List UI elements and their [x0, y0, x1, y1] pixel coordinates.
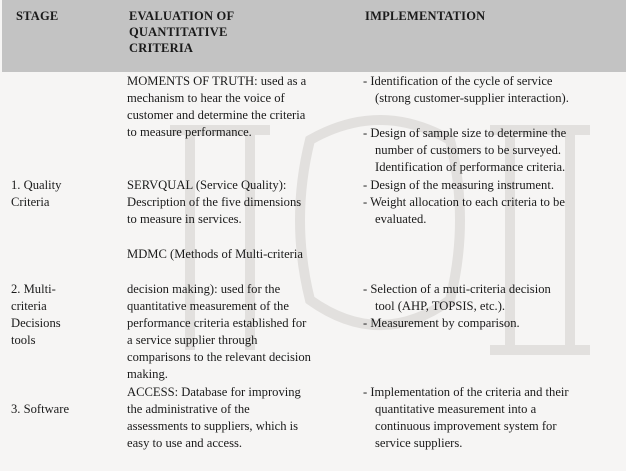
- row2-implementation-line: - Selection of a muti-criteria decision: [363, 282, 551, 296]
- row2-implementation-line: tool (AHP, TOPSIS, etc.).: [375, 299, 506, 313]
- row2-stage-line-2: criteria: [11, 299, 47, 313]
- table-header: [2, 0, 626, 72]
- row1-implementation-line: (strong customer-supplier interaction).: [375, 91, 569, 105]
- row3-stage-line-1: 3. Software: [11, 402, 70, 416]
- row1-implementation-line: - Weight allocation to each criteria to be: [363, 195, 565, 209]
- row1-implementation-line: - Design of sample size to determine the: [363, 126, 567, 140]
- row1-implementation-line: number of customers to be surveyed.: [375, 143, 562, 157]
- row1-stage-line-1: 1. Quality: [11, 178, 62, 192]
- header-implementation: IMPLEMENTATION: [365, 9, 486, 23]
- row1-criteria-line: MOMENTS OF TRUTH: used as a: [127, 74, 307, 88]
- row1-implementation-line: Identification of performance criteria.: [375, 160, 566, 174]
- header-stage: STAGE: [16, 9, 59, 23]
- row1-stage-line-2: Criteria: [11, 195, 50, 209]
- row3-implementation-line: continuous improvement system for: [375, 419, 557, 433]
- row2-implementation-line: - Measurement by comparison.: [363, 316, 520, 330]
- row3-criteria-line: ACCESS: Database for improving: [127, 385, 301, 399]
- header-evaluation-line-1: EVALUATION OF: [129, 9, 235, 23]
- row1-implementation-line: - Identification of the cycle of service: [363, 74, 553, 88]
- row1-criteria-line: customer and determine the criteria: [127, 108, 306, 122]
- row3-criteria-line: assessments to suppliers, which is: [127, 419, 299, 433]
- row1-implementation-line: - Design of the measuring instrument.: [363, 178, 554, 192]
- row2-criteria-line: performance criteria established for: [127, 316, 307, 330]
- row1-criteria-line: Description of the five dimensions: [127, 195, 302, 209]
- row1-criteria-line: mechanism to hear the voice of: [127, 91, 285, 105]
- row3-implementation-line: - Implementation of the criteria and their: [363, 385, 569, 399]
- row2-stage-line-1: 2. Multi-: [11, 282, 56, 296]
- row1-implementation-line: evaluated.: [375, 212, 427, 226]
- row2-criteria-line: comparisons to the relevant decision: [127, 350, 311, 364]
- row2-criteria-line: making.: [127, 367, 168, 381]
- row1-criteria-line: to measure performance.: [127, 125, 252, 139]
- row1-criteria-line: to measure in services.: [127, 212, 242, 226]
- header-evaluation-line-3: CRITERIA: [129, 41, 194, 55]
- row2-criteria-line: quantitative measurement of the: [127, 299, 289, 313]
- row3-implementation-line: service suppliers.: [375, 436, 463, 450]
- row2-stage-line-4: tools: [11, 333, 36, 347]
- row2-criteria-line: decision making): used for the: [127, 282, 281, 296]
- row1-criteria-line: MDMC (Methods of Multi-criteria: [127, 247, 303, 261]
- row2-stage-line-3: Decisions: [11, 316, 61, 330]
- row1-criteria-line: SERVQUAL (Service Quality):: [127, 178, 287, 192]
- row3-implementation-line: quantitative measurement into a: [375, 402, 537, 416]
- row3-criteria-line: easy to use and access.: [127, 436, 243, 450]
- header-evaluation-line-2: QUANTITATIVE: [129, 25, 228, 39]
- row2-criteria-line: a service supplier through: [127, 333, 258, 347]
- row3-criteria-line: the administrative of the: [127, 402, 250, 416]
